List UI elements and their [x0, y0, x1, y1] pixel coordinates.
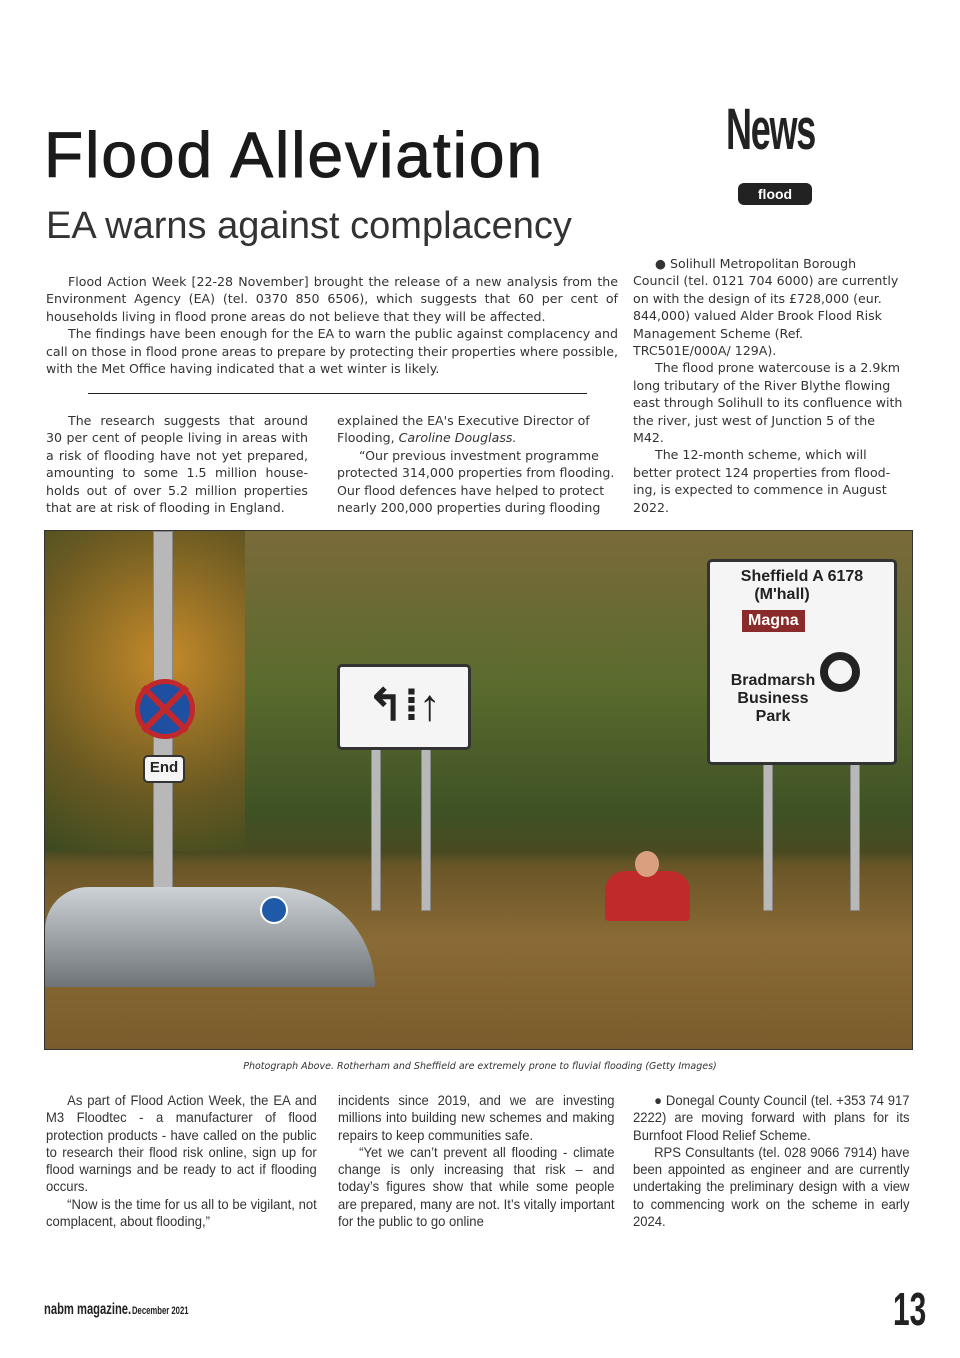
bottom-column-3	[633, 1092, 909, 1230]
divider	[88, 393, 587, 394]
direction-sign	[707, 559, 897, 765]
paragraph: RPS Consultants (tel. 028 9066 7914) have been appointed as engineer and are currently undertaking the preliminary design with a view to commencing work on the scheme in early 2024.	[633, 1144, 910, 1230]
end-sign: End	[143, 755, 185, 783]
rescue-worker-head	[635, 851, 659, 877]
column-3	[633, 255, 903, 516]
paragraph: The 12-month scheme, which will better protect 124 properties from flood-ing, is expected to commence in August 2022.	[633, 447, 891, 515]
roundabout-icon	[820, 652, 860, 692]
paragraph: The research suggests that around 30 per cent of people living in areas with a risk of flooding have not yet prepared, amounting to some 1.5 million house-holds out of over 5.2 million properties that are at risk of flooding in England.	[46, 413, 308, 516]
turn-left-arrow-icon: ↰	[367, 681, 405, 730]
lane-direction-sign: ↰⁞↑	[337, 664, 471, 750]
sign-text: Business	[737, 690, 809, 707]
cycle-sign	[260, 896, 288, 924]
sign-post	[421, 746, 431, 911]
paragraph: ● Solihull Metropolitan Borough Council (tel. 0121 704 6000) are currently on with the design of its £728,000 (eur. 844,000) valued Alder Brook Flood Risk Management Scheme (Ref. TRC501E/000A/ 129A).	[633, 256, 899, 359]
bottom-column-2	[338, 1092, 614, 1230]
intro-paragraph: Flood Action Week [22-28 November] brought the release of a new analysis from the Environment Agency (EA) (tel. 0370 850 6506), which suggests that 60 per cent of households living in flood prone areas do not believe that they will be affected.	[46, 274, 618, 324]
paragraph: ● Donegal County Council (tel. +353 74 917 2222) are moving forward with plans for its Burnfoot Flood Relief Scheme.	[633, 1093, 910, 1143]
issue-date: December 2021	[132, 1305, 189, 1317]
person-name: Caroline Douglass.	[398, 430, 517, 446]
flood-photo	[44, 530, 913, 1050]
intro	[46, 273, 618, 377]
text: explained the EA's Executive Director of Flooding,	[337, 413, 590, 446]
sign-post	[371, 746, 381, 911]
sign-post	[850, 761, 860, 911]
paragraph: The flood prone watercouse is a 2.9km long tributary of the River Blythe flowing east through Solihull to its confluence with the river, just west of Junction 5 of the M42.	[633, 360, 903, 446]
sign-text: Bradmarsh	[730, 672, 816, 689]
paragraph: incidents since 2019, and we are investing millions into building new schemes and making repairs to keep communities safe.	[338, 1093, 615, 1143]
page-subtitle: EA warns against complacency	[46, 205, 572, 247]
paragraph: “Now is the time for us all to be vigilant, not complacent, about flooding,”	[46, 1196, 317, 1230]
paragraph: “Our previous investment programme protected 314,000 properties from flooding. Our flood defences have helped to protect nearly 200,000 properties during flooding	[337, 447, 615, 516]
submerged-car	[45, 887, 375, 987]
category-tag: flood	[738, 183, 812, 205]
no-stopping-sign	[135, 679, 195, 739]
column-1	[46, 412, 308, 516]
intro-paragraph: The findings have been enough for the EA to warn the public against complacency and call on those in flood prone areas to prepare by protecting their properties where possible, with the Met Office having indicated that a wet winter is likely.	[46, 326, 618, 377]
paragraph: As part of Flood Action Week, the EA and M3 Floodtec - a manufacturer of flood protection products - have called on the public to research their flood risk online, sign up for flood warnings and be ready to act if flooding occurs.	[46, 1093, 317, 1195]
straight-arrow-icon: ↑	[418, 681, 441, 730]
photo-caption: Photograph Above. Rotherham and Sheffield are extremely prone to fluvial flooding (Getty Images)	[243, 1061, 717, 1072]
sign-text: Magna	[742, 610, 805, 632]
paragraph: “Yet we can’t prevent all flooding - climate change is only increasing that risk – and today’s figures show that while some people are prepared, many are not. It’s vitally important for the public to go online	[338, 1144, 615, 1230]
bottom-column-1	[46, 1092, 317, 1230]
sign-text: Sheffield A 6178	[740, 568, 864, 585]
column-2	[337, 412, 620, 516]
page-title: Flood Alleviation	[44, 119, 545, 191]
sign-text: Park	[755, 708, 791, 725]
magazine-name: nabm magazine.	[44, 1301, 132, 1318]
sign-text: (M'hall)	[754, 586, 810, 603]
rescue-worker	[605, 871, 690, 921]
sign-post	[763, 761, 773, 911]
section-label: News	[726, 97, 815, 162]
page-number: 13	[893, 1283, 927, 1335]
